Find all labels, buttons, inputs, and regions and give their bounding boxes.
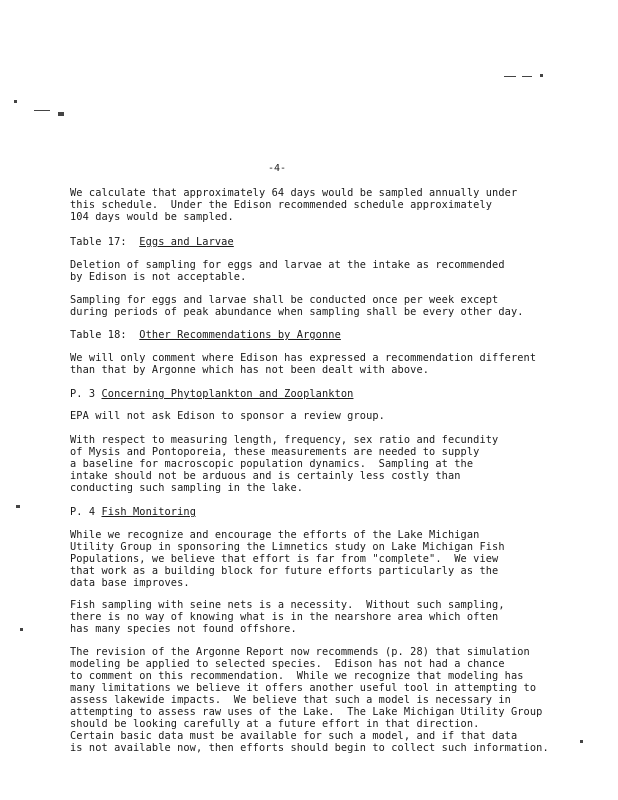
text-line: has many species not found offshore.	[70, 623, 297, 635]
text-line: Utility Group in sponsoring the Limnetics study on Lake Michigan Fish	[70, 541, 505, 553]
text-line: than that by Argonne which has not been dealt with above.	[70, 364, 430, 376]
heading-prefix: Table 18:	[70, 329, 140, 341]
heading-prefix: Table 17:	[70, 236, 140, 248]
scan-mark	[20, 628, 23, 631]
text-line: attempting to assess raw uses of the Lake. The Lake Michigan Utility Group	[70, 706, 543, 718]
text-line: that work as a building block for future efforts particularly as the	[70, 565, 499, 577]
text-line: many limitations we believe it offers another useful tool in attempting to	[70, 682, 537, 694]
scan-mark	[540, 74, 543, 77]
text-line: by Edison is not acceptable.	[70, 271, 247, 283]
text-line: We calculate that approximately 64 days would be sampled annually under	[70, 187, 518, 199]
section-heading	[70, 236, 234, 248]
scan-mark	[34, 110, 50, 111]
heading-prefix: P. 4	[70, 506, 102, 518]
text-line: intake should not be arduous and is certainly less costly than	[70, 470, 461, 482]
text-line: should be looking carefully at a future effort in that direction.	[70, 718, 480, 730]
text-line: Populations, we believe that effort is far from "complete". We view	[70, 553, 499, 565]
text-line: is not available now, then efforts should begin to collect such information.	[70, 742, 549, 754]
section-heading	[70, 388, 353, 400]
heading-title: Eggs and Larvae	[139, 236, 234, 248]
text-line: data base improves.	[70, 577, 190, 589]
text-line: during periods of peak abundance when sampling shall be every other day.	[70, 306, 524, 318]
scan-mark	[522, 76, 532, 77]
text-line: of Mysis and Pontoporeia, these measurements are needed to supply	[70, 446, 480, 458]
text-line: assess lakewide impacts. We believe that such a model is necessary in	[70, 694, 511, 706]
heading-title: Concerning Phytoplankton and Zooplankton	[101, 388, 354, 400]
text-line: Sampling for eggs and larvae shall be conducted once per week except	[70, 294, 499, 306]
heading-prefix: P. 3	[70, 388, 102, 400]
heading-title: Fish Monitoring	[101, 506, 196, 518]
scan-mark	[504, 76, 516, 77]
text-line: EPA will not ask Edison to sponsor a review group.	[70, 410, 385, 422]
text-line: With respect to measuring length, frequency, sex ratio and fecundity	[70, 434, 499, 446]
text-line: Certain basic data must be available for such a model, and if that data	[70, 730, 518, 742]
text-line: Fish sampling with seine nets is a necessity. Without such sampling,	[70, 599, 505, 611]
text-line: Deletion of sampling for eggs and larvae at the intake as recommended	[70, 259, 505, 271]
heading-title: Other Recommendations by Argonne	[139, 329, 341, 341]
text-line: a baseline for macroscopic population dynamics. Sampling at the	[70, 458, 474, 470]
text-line: to comment on this recommendation. While we recognize that modeling has	[70, 670, 524, 682]
text-line: modeling be applied to selected species. Edison has not had a chance	[70, 658, 505, 670]
scan-mark	[58, 112, 64, 116]
text-line: conducting such sampling in the lake.	[70, 482, 304, 494]
text-line: there is no way of knowing what is in the nearshore area which often	[70, 611, 499, 623]
text-line: 104 days would be sampled.	[70, 211, 234, 223]
text-line: We will only comment where Edison has expressed a recommendation different	[70, 352, 537, 364]
scan-mark	[580, 740, 583, 743]
text-line: this schedule. Under the Edison recommended schedule approximately	[70, 199, 493, 211]
section-heading	[70, 506, 196, 518]
scan-mark	[16, 505, 20, 508]
page-number: -4-	[268, 163, 287, 174]
text-line: The revision of the Argonne Report now recommends (p. 28) that simulation	[70, 646, 530, 658]
section-heading	[70, 329, 341, 341]
text-line: While we recognize and encourage the efforts of the Lake Michigan	[70, 529, 480, 541]
scan-mark	[14, 100, 17, 103]
